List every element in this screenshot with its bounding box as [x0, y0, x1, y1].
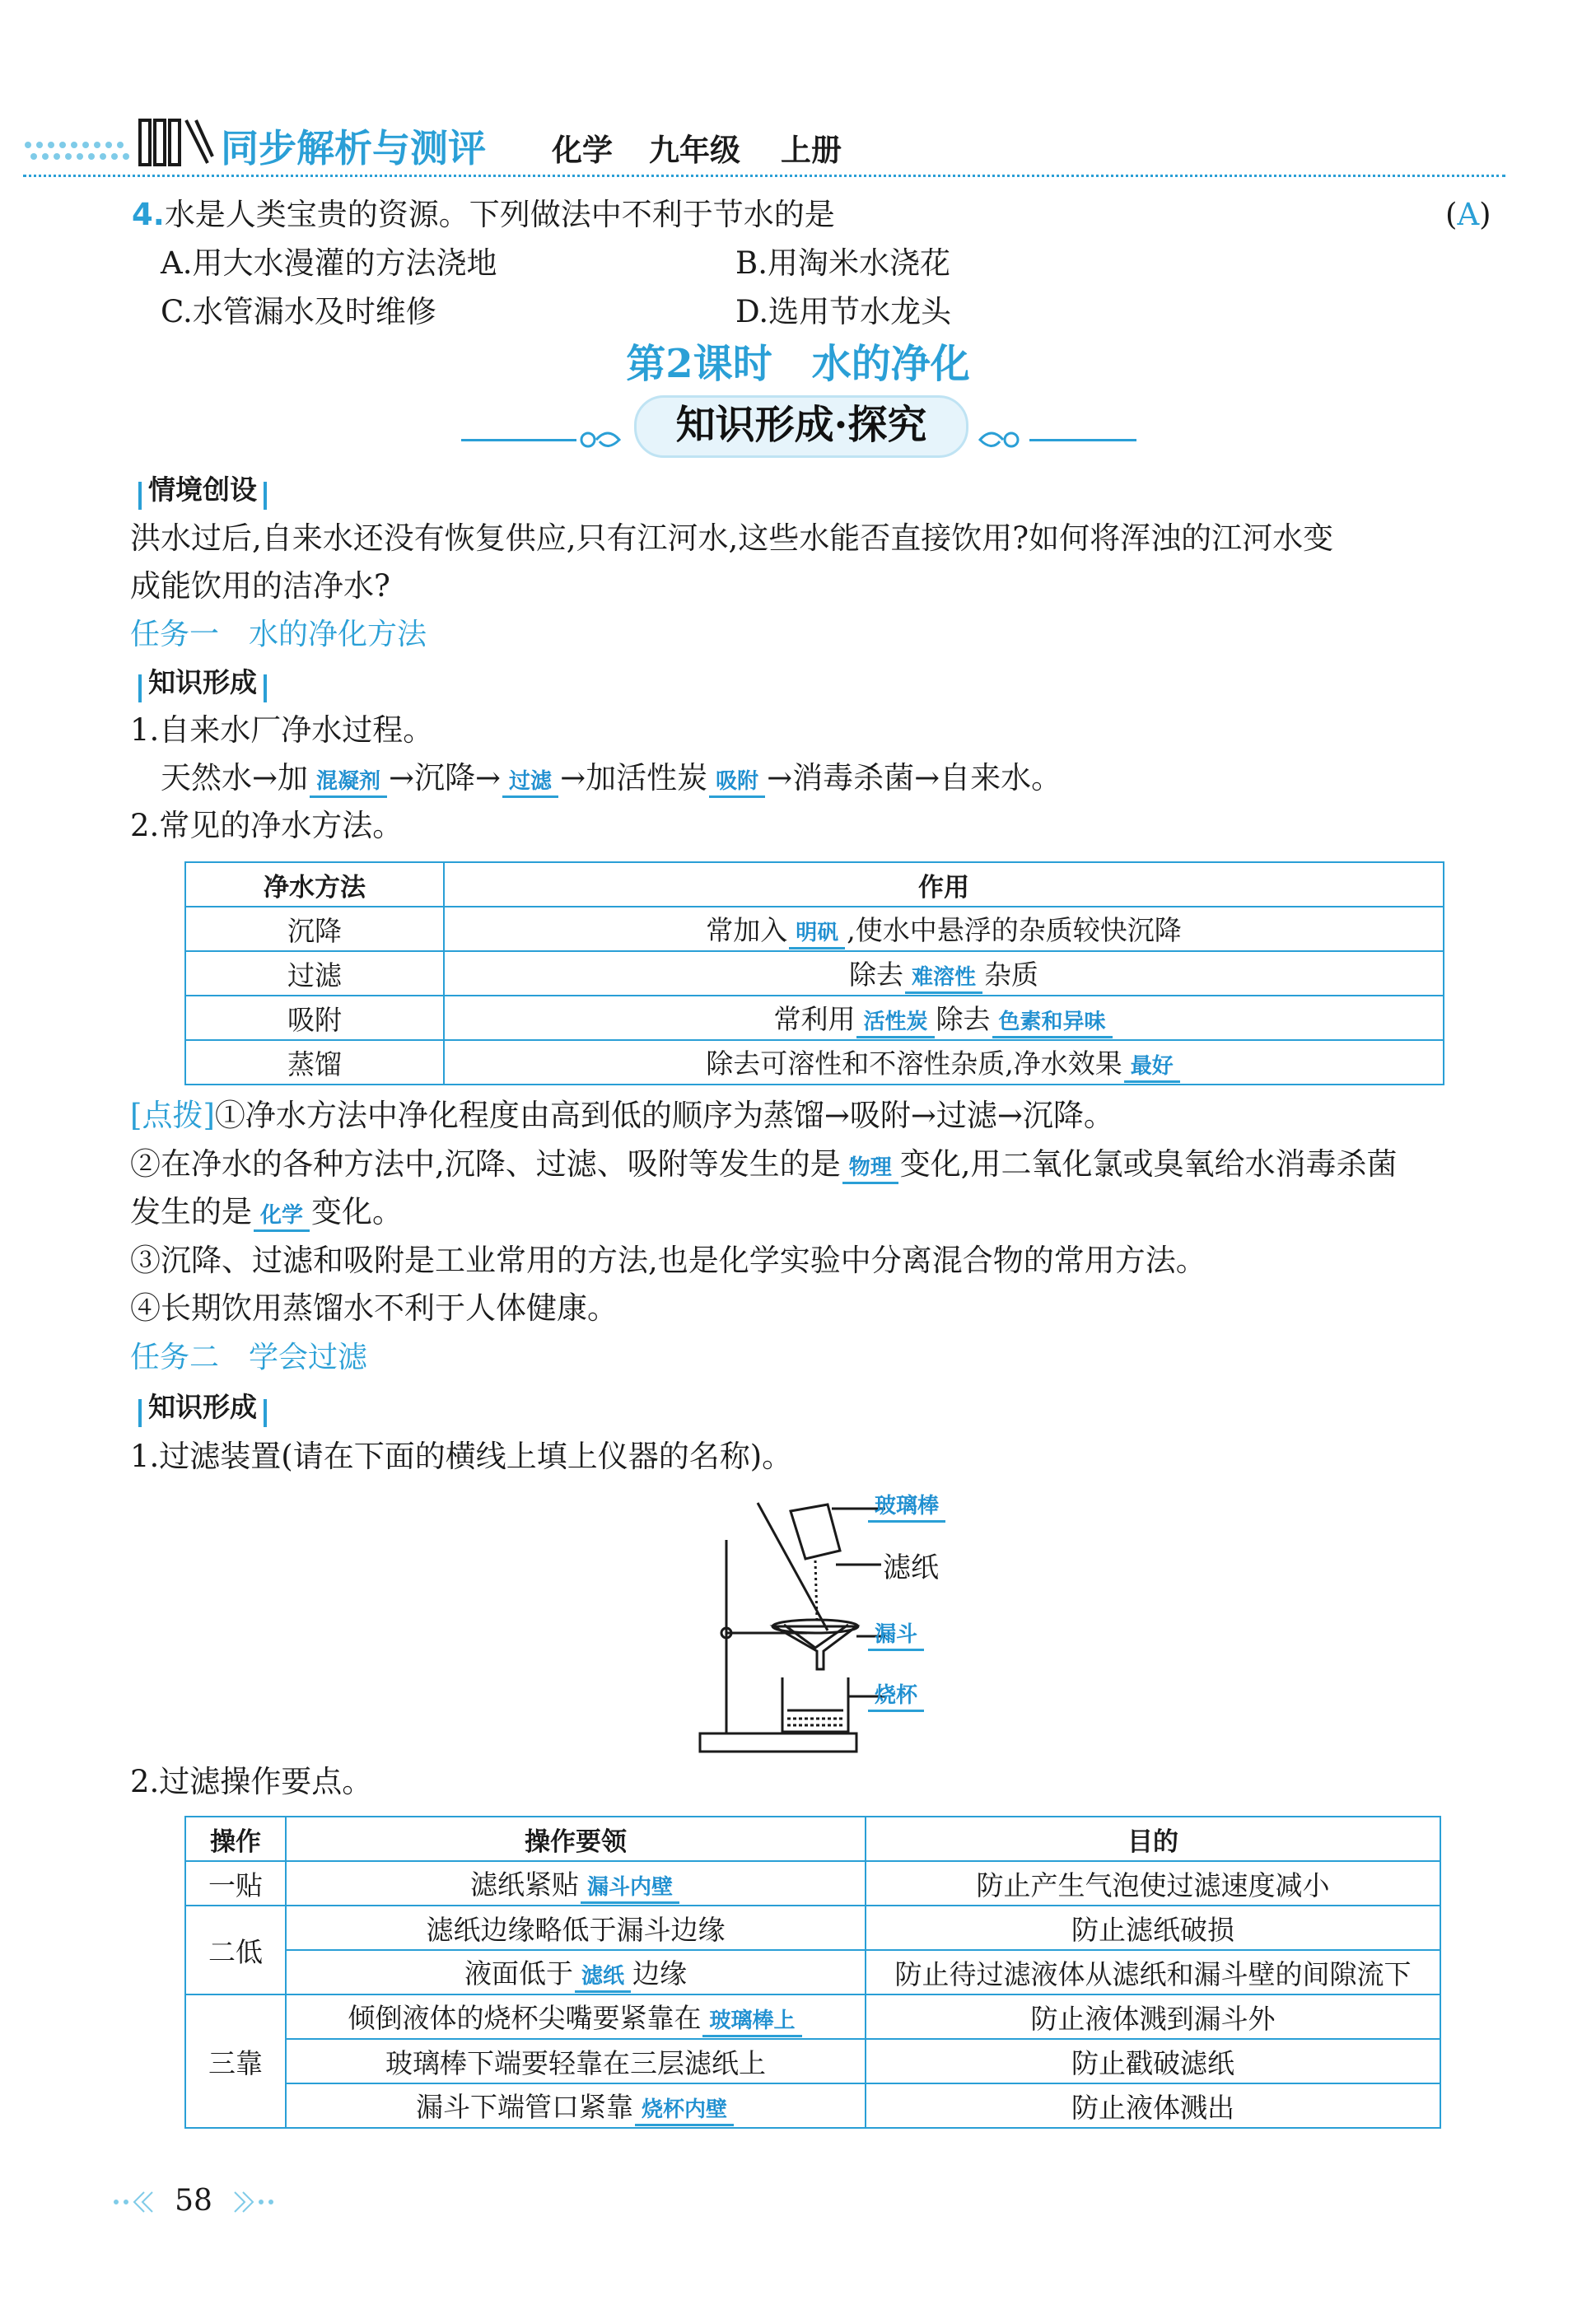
swirl-left-icon	[576, 425, 626, 455]
glass-rod-shape	[758, 1503, 828, 1631]
pouring-beaker-shape	[791, 1505, 840, 1559]
label-funnel: 漏斗	[868, 1621, 924, 1651]
header-dots-decoration	[23, 140, 134, 163]
filtration-table	[184, 1816, 1441, 2129]
banner-text: 知识形成·探究	[675, 402, 927, 448]
label-glass-rod: 玻璃棒	[868, 1492, 945, 1523]
table-row: 三靠 倾倒液体的烧杯尖嘴要紧靠在 玻璃棒上 防止液体溅到漏斗外	[185, 1994, 1440, 2039]
header	[23, 115, 1563, 189]
task-2-item-2: 2.过滤操作要点。	[130, 1764, 373, 1799]
option-c: C.水管漏水及时维修	[161, 294, 436, 329]
purification-table	[184, 861, 1444, 1085]
group-one-stick: 一贴	[185, 1861, 286, 1906]
tips-line-3: ③沉降、过滤和吸附是工业常用的方法,也是化学实验中分离混合物的常用方法。	[130, 1243, 1206, 1278]
scenario-label: 情境创设	[132, 466, 273, 514]
table-header-row	[185, 862, 1444, 907]
header-effect: 作用	[444, 862, 1444, 907]
header-title: 同步解析与测评	[221, 126, 486, 170]
table-row: 沉降 常加入 明矾 ,使水中悬浮的杂质较快沉降	[185, 907, 1444, 951]
lesson-title: 第2课时 水的净化	[626, 341, 970, 387]
page-number: 58	[175, 2184, 212, 2218]
answer-filtration: 过滤	[502, 767, 558, 798]
purification-flow: 天然水→加 混凝剂 →沉降→ 过滤 →加活性炭 吸附 →消毒杀菌→自来水。	[161, 754, 1062, 802]
swirl-right-icon	[973, 425, 1023, 455]
header-grade: 九年级	[649, 133, 740, 168]
tips-line-1: [点拨]①净水方法中净化程度由高到低的顺序为蒸馏→吸附→过滤→沉降。	[130, 1098, 1114, 1133]
question-stem: 水是人类宝贵的资源。下列做法中不利于节水的是	[164, 197, 835, 232]
scenario-line-2: 成能饮用的洁净水?	[130, 568, 390, 604]
banner-line-right	[1029, 439, 1136, 441]
answer-chemical: 化学	[254, 1201, 310, 1232]
tips-line-4: ④长期饮用蒸馏水不利于人体健康。	[130, 1290, 618, 1326]
table-row: 吸附 常利用 活性炭 除去 色素和异味	[185, 996, 1444, 1040]
table-row: 漏斗下端管口紧靠 烧杯内壁 防止液体溅出	[185, 2083, 1440, 2128]
tips-line-2: ②在净水的各种方法中,沉降、过滤、吸附等发生的是 物理 变化,用二氧化氯或臭氧给水消毒杀菌	[130, 1141, 1398, 1188]
table-row: 过滤 除去 难溶性 杂质	[185, 951, 1444, 996]
question-4-answer: (A)	[1445, 197, 1491, 232]
task-1-title: 任务一 水的净化方法	[130, 618, 427, 651]
table-row: 玻璃棒下端要轻靠在三层滤纸上 防止戳破滤纸	[185, 2039, 1440, 2083]
section-banner	[461, 395, 1136, 458]
header-subject: 化学	[552, 133, 613, 168]
beaker-shape	[782, 1677, 848, 1732]
answer-adsorption: 吸附	[709, 767, 765, 798]
header-volume: 上册	[781, 133, 842, 168]
scenario-line-1: 洪水过后,自来水还没有恢复供应,只有江河水,这些水能否直接饮用?如何将浑浊的江河水变	[130, 520, 1334, 556]
option-d: D.选用节水龙头	[735, 294, 952, 329]
answer-physical: 物理	[842, 1154, 898, 1184]
header-method: 净水方法	[185, 862, 444, 907]
answer-value: A	[1457, 197, 1480, 232]
label-filter-paper: 滤纸	[883, 1551, 939, 1584]
table-row: 蒸馏 除去可溶性和不溶性杂质,净水效果 最好	[185, 1040, 1444, 1085]
group-two-low: 二低	[185, 1906, 286, 1994]
answer-coagulant: 混凝剂	[310, 767, 387, 798]
option-b: B.用淘米水浇花	[735, 245, 950, 281]
task-1-item-2: 2.常见的净水方法。	[130, 808, 404, 843]
group-three-lean: 三靠	[185, 1994, 286, 2128]
table-row: 一贴 滤纸紧贴 漏斗内壁 防止产生气泡使过滤速度减小	[185, 1861, 1440, 1906]
option-a: A.用大水漫灌的方法浇地	[161, 245, 497, 281]
label-beaker: 烧杯	[868, 1682, 924, 1712]
task-2-item-1: 1.过滤装置(请在下面的横线上填上仪器的名称)。	[130, 1439, 793, 1474]
header-divider	[23, 175, 1505, 177]
table-row: 液面低于 滤纸 边缘 防止待过滤液体从滤纸和漏斗壁的间隙流下	[185, 1950, 1440, 1994]
stand-base	[700, 1733, 856, 1752]
question-number: 4.	[132, 197, 165, 232]
task-1-item-1: 1.自来水厂净水过程。	[130, 712, 434, 748]
task-2-title: 任务二 学会过滤	[130, 1341, 368, 1374]
table-row: 二低 滤纸边缘略低于漏斗边缘 防止滤纸破损	[185, 1906, 1440, 1950]
books-logo-icon	[137, 115, 215, 168]
tips-label: [点拨]	[130, 1098, 215, 1133]
task-2-label: 知识形成	[132, 1383, 273, 1431]
task-1-label: 知识形成	[132, 659, 273, 707]
banner-line-left	[461, 439, 576, 441]
tips-line-2b: 发生的是 化学 变化。	[130, 1188, 403, 1236]
table-header-row: 操作 操作要领 目的	[185, 1817, 1440, 1861]
question-4	[132, 191, 835, 239]
